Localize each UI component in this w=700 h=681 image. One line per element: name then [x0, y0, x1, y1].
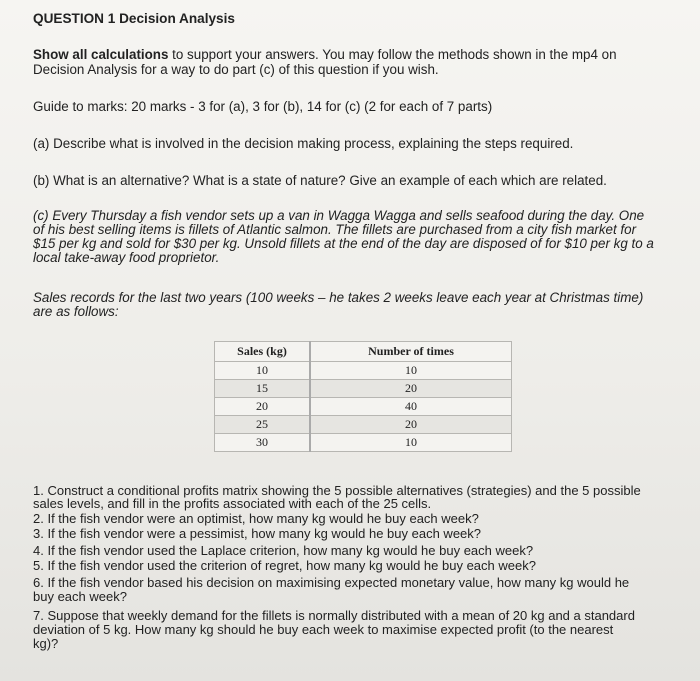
marks-guide: Guide to marks: 20 marks - 3 for (a), 3 for (b), 14 for (c) (2 for each of 7 parts) [33, 99, 493, 114]
question-5: 5. If the fish vendor used the criterion of regret, how many kg would he buy each week? [33, 558, 536, 573]
header-sales: Sales (kg) [215, 342, 311, 362]
question-7-line1: 7. Suppose that weekly demand for the fillets is normally distributed with a mean of 20 kg and a standard [33, 608, 635, 623]
sales-intro [33, 291, 643, 319]
part-c [33, 209, 654, 265]
sales-intro-line: Sales records for the last two years (100 weeks – he takes 2 weeks leave each year at Christmas time) [33, 290, 644, 305]
table-row [215, 416, 512, 434]
question-7-line3: kg)? [33, 636, 59, 651]
sales-table [214, 341, 512, 452]
question-2: 2. If the fish vendor were an optimist, how many kg would he buy each week? [33, 511, 479, 526]
sales-cell: 30 [215, 434, 311, 452]
part-a: (a) Describe what is involved in the decision making process, explaining the steps required. [33, 136, 574, 151]
table-row [215, 434, 512, 452]
table-row [215, 362, 512, 380]
intro-paragraph [33, 47, 617, 77]
question-title: QUESTION 1 Decision Analysis [33, 11, 235, 26]
question-3: 3. If the fish vendor were a pessimist, how many kg would he buy each week? [33, 526, 482, 541]
intro-bold: Show all calculations [33, 47, 169, 62]
header-number-of-times: Number of times [310, 342, 512, 362]
question-6-line2: buy each week? [33, 589, 127, 604]
sales-cell: 15 [215, 380, 311, 398]
question-4: 4. If the fish vendor used the Laplace criterion, how many kg would he buy each week? [33, 543, 534, 558]
count-cell: 20 [310, 380, 512, 398]
count-cell: 40 [310, 398, 512, 416]
part-b: (b) What is an alternative? What is a state of nature? Give an example of each which are related. [33, 173, 607, 188]
part-c-line: (c) Every Thursday a fish vendor sets up a van in Wagga Wagga and sells seafood during the day. One [33, 208, 645, 223]
table-header-row [215, 342, 512, 362]
count-cell: 20 [310, 416, 512, 434]
table-row [215, 380, 512, 398]
sales-cell: 10 [215, 362, 311, 380]
question-1-line2: sales levels, and fill in the profits associated with each of the 25 cells. [33, 496, 432, 511]
part-c-line: $15 per kg and sold for $30 per kg. Unsold fillets at the end of the day are disposed of for $10 per kg to a [33, 236, 654, 251]
question-1-line1: 1. Construct a conditional profits matrix showing the 5 possible alternatives (strategies) and the 5 possible [33, 483, 641, 498]
table-row [215, 398, 512, 416]
intro-rest: to support your answers. You may follow the methods shown in the mp4 on [168, 47, 617, 62]
count-cell: 10 [310, 362, 512, 380]
count-cell: 10 [310, 434, 512, 452]
part-c-line: of his best selling items is fillets of Atlantic salmon. The fillets are purchased from a city fish market for [33, 222, 637, 237]
sales-intro-line: are as follows: [33, 304, 119, 319]
question-7-line2: deviation of 5 kg. How many kg should he buy each week to maximise expected profit (to the nearest [33, 622, 614, 637]
part-c-line: local take-away food proprietor. [33, 250, 220, 265]
sales-cell: 20 [215, 398, 311, 416]
question-6-line1: 6. If the fish vendor based his decision on maximising expected monetary value, how many kg would he [33, 575, 630, 590]
sales-cell: 25 [215, 416, 311, 434]
intro-line2: Decision Analysis for a way to do part (c) of this question if you wish. [33, 62, 439, 77]
